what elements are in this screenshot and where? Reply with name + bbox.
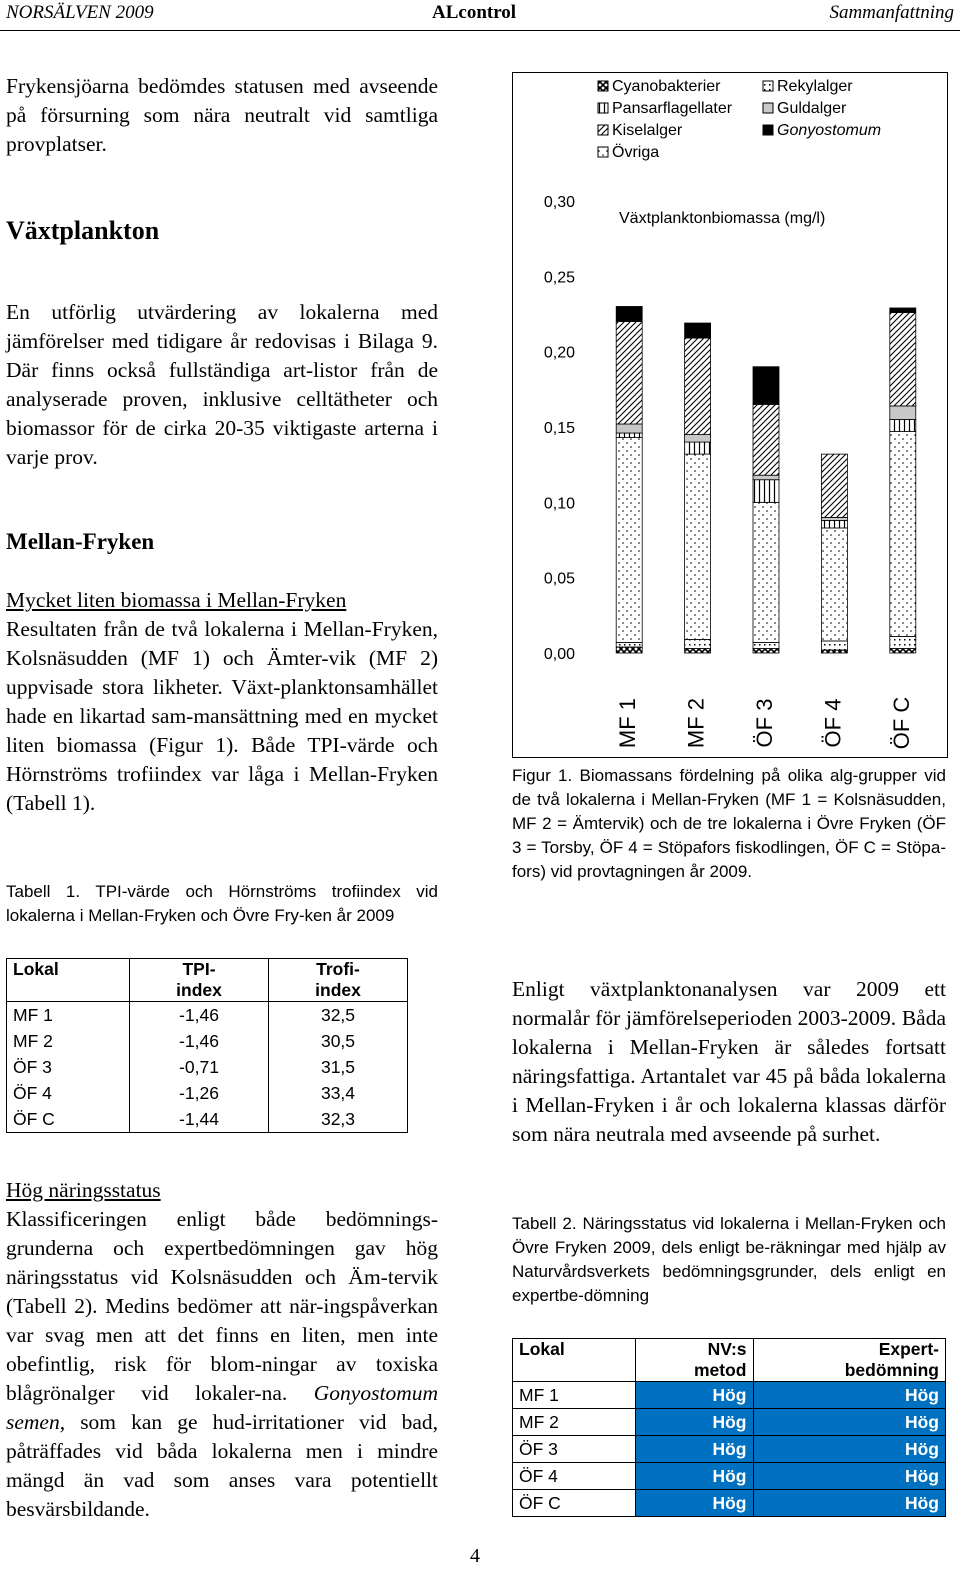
table-row [7, 1054, 408, 1080]
t1-cell-tpi: -0,71 [130, 1054, 269, 1080]
table1 [6, 958, 408, 1133]
subheading-mellan: Mycket liten biomassa i Mellan-Fryken [6, 588, 347, 612]
table-row [513, 1409, 946, 1436]
bar-segment [890, 406, 916, 420]
y-tick-label: 0,15 [543, 420, 575, 437]
bar-segment [890, 636, 916, 648]
legend-swatch [763, 81, 773, 91]
bar-segment [821, 520, 847, 528]
bar-segment [821, 528, 847, 641]
page-number: 4 [470, 1545, 480, 1567]
bar-segment [753, 367, 779, 405]
legend-label: Kiselalger [612, 122, 683, 139]
t2-cell-nv: Hög [636, 1436, 754, 1463]
t2-header-nv: NV:s metod [636, 1339, 754, 1382]
table-row [7, 1080, 408, 1106]
bar-segment [616, 322, 642, 424]
t1-cell-lokal: ÖF C [7, 1106, 130, 1133]
figure1-chart [512, 72, 948, 758]
subheading-hog: Hög näringsstatus [6, 1178, 161, 1202]
bar-segment [685, 454, 711, 639]
t1-cell-lokal: MF 2 [7, 1028, 130, 1054]
bar-segment [616, 642, 642, 647]
legend-label: Cyanobakterier [612, 78, 721, 95]
legend-swatch [598, 147, 608, 157]
t2-cell-nv: Hög [636, 1463, 754, 1490]
header-center: ALcontrol [432, 2, 517, 23]
t1-cell-tpi: -1,46 [130, 1028, 269, 1054]
t1-header-tpi: TPI- index [130, 959, 269, 1002]
t1-cell-lokal: ÖF 4 [7, 1080, 130, 1106]
t2-cell-nv: Hög [636, 1490, 754, 1517]
legend-label: Rekylalger [777, 78, 853, 95]
bar-segment [616, 424, 642, 433]
t2-cell-nv: Hög [636, 1382, 754, 1409]
t1-cell-trofi: 30,5 [320, 1030, 356, 1051]
bar-segment [616, 647, 642, 653]
bar-segment [616, 433, 642, 438]
legend-label: Guldalger [777, 100, 847, 117]
legend-swatch [598, 81, 608, 91]
t2-cell-lokal: ÖF 4 [513, 1463, 636, 1490]
y-tick-label: 0,10 [543, 495, 575, 513]
t2-cell-expert: Hög [753, 1463, 946, 1490]
legend-swatch [763, 125, 773, 135]
bar-segment [685, 323, 711, 338]
t1-cell-trofi: 32,3 [320, 1108, 356, 1129]
bar-segment [616, 438, 642, 643]
legend-swatch [763, 103, 773, 113]
figure1-caption: Figur 1. Biomassans fördelning på olika alg-grupper vid de två lokalerna i Mellan-Fryken (MF 1 = Kolsnäsudden, MF 2 = Ämtervik) och de tre lokalerna i Övre Fryken (ÖF 3 = Torsby, ÖF 4 = Stöpafors fiskodlingen, ÖF C = Stöpa-fors) vid provtagningen år 2009. [512, 766, 946, 881]
table-row [7, 1028, 408, 1054]
t2-cell-expert: Hög [753, 1409, 946, 1436]
table2-caption: Tabell 2. Näringsstatus vid lokalerna i Mellan-Fryken och Övre Fryken 2009, dels enligt be-räkningar med hjälp av Naturvårdsverkets bedömningsgrunder, dels enligt en expertbe-dömning [512, 1214, 946, 1305]
bar-segment [821, 454, 847, 517]
hog-paragraph [6, 1205, 438, 1524]
table-row [7, 1106, 408, 1133]
x-tick-label: MF 2 [683, 697, 709, 749]
bar-segment [685, 338, 711, 434]
x-tick-label: ÖF 3 [752, 698, 777, 748]
t2-cell-expert: Hög [753, 1490, 946, 1517]
legend-label: Övriga [612, 144, 660, 161]
t2-cell-lokal: MF 2 [513, 1409, 636, 1436]
heading-mellan-fryken: Mellan-Fryken [6, 529, 155, 554]
y-tick-label: 0,20 [543, 344, 575, 362]
table-row [513, 1463, 946, 1490]
chart-title: Växtplanktonbiomassa (mg/l) [619, 210, 826, 227]
table2 [512, 1338, 946, 1517]
t2-cell-expert: Hög [753, 1382, 946, 1409]
bar-segment [753, 475, 779, 480]
mellan-paragraph: Resultaten från de två lokalerna i Mellan-Fryken, Kolsnäsudden (MF 1) och Ämter-vik (MF 2) uppvisade stora likheter. Växt-planktonsamhället hade en likartad sam-mansättning med en mycket liten biomassa (Figur 1). Både TPI-värde och Hörnströms trofiindex var låga i Mellan-Fryken (Tabell 1). [6, 617, 438, 815]
bar-segment [753, 648, 779, 653]
t1-cell-tpi: -1,26 [130, 1080, 269, 1106]
right-paragraph: Enligt växtplanktonanalysen var 2009 ett normalår för jämförelseperioden 2003-2009. Båda lokalerna i Mellan-Fryken är således fortsatt näringsfattiga. Artantalet var 45 på båda lokalerna i Mellan-Fryken i år och lokalerna klassas därför som nära neutrala med avseende på surhet. [512, 977, 946, 1146]
bar-segment [890, 432, 916, 637]
bar-segment [821, 517, 847, 520]
bar-segment [685, 648, 711, 653]
t2-cell-lokal: ÖF 3 [513, 1436, 636, 1463]
t1-header-lokal: Lokal [7, 959, 130, 1002]
t1-cell-tpi: -1,44 [130, 1106, 269, 1133]
y-tick-label: 0,05 [543, 570, 575, 588]
heading-vaxtplankton: Växtplankton [6, 216, 160, 245]
bar-segment [821, 641, 847, 650]
vaxtplankton-paragraph: En utförlig utvärdering av lokalerna med jämförelser med tidigare år redovisas i Bilaga 9. Där finns också fullständiga art-listor från de analyserade proven, inklusive celltätheter och biomassor för de cirka 20-35 viktigaste arterna i varje prov. [6, 300, 438, 469]
t1-header-trofi: Trofi- index [315, 959, 361, 1000]
hog-text-1: Klassificeringen enligt både bedömnings-grunderna och expertbedömningen gav hög näringsstatus vid Kolsnäsudden och Äm-tervik (Tabell 2). Medins bedömer att när-ingspåverkan var svag men att det finns en liten, men inte obefintlig, risk för blom-ningar av toxiska blågrönalger vid lokaler-na. [6, 1207, 438, 1405]
x-tick-label: ÖF C [888, 696, 914, 750]
t2-header-expert: Expert- bedömning [753, 1339, 946, 1382]
t1-cell-trofi: 32,5 [320, 1004, 356, 1025]
table-row [513, 1490, 946, 1517]
header-left: NORSÄLVEN 2009 [6, 2, 154, 23]
t1-cell-trofi: 31,5 [320, 1056, 356, 1077]
t1-cell-lokal: ÖF 3 [7, 1054, 130, 1080]
bar-segment [616, 306, 642, 321]
t2-cell-expert: Hög [753, 1436, 946, 1463]
hog-text-2: som kan ge hud-irritationer vid bad, påträffades vid båda lokalerna men i mindre mängd än vad som anses vara potentiellt besvärsbildande. [6, 1410, 438, 1521]
bar-segment [890, 308, 916, 313]
bar-segment [685, 435, 711, 443]
bar-segment [753, 642, 779, 648]
header-right: Sammanfattning [829, 2, 954, 23]
t2-header-lokal: Lokal [513, 1339, 636, 1382]
hog-italic: Gonyostomum semen, [6, 1381, 438, 1434]
bar-segment [821, 650, 847, 653]
y-tick-label: 0,00 [543, 646, 575, 663]
legend-label: Gonyostomum [777, 122, 882, 139]
bar-segment [685, 639, 711, 648]
legend-swatch [598, 103, 608, 113]
chart-svg [513, 73, 947, 757]
bar-segment [890, 419, 916, 431]
bar-segment [890, 648, 916, 653]
t1-cell-lokal: MF 1 [7, 1002, 130, 1029]
y-tick-label: 0,25 [543, 269, 575, 287]
bar-segment [753, 480, 779, 503]
bar-segment [685, 442, 711, 454]
y-tick-label: 0,30 [543, 194, 575, 211]
bar-segment [890, 312, 916, 405]
table-row [7, 1002, 408, 1029]
x-tick-label: MF 1 [615, 697, 641, 749]
intro-paragraph: Frykensjöarna bedömdes statusen med avseende på försurning som nära neutralt vid samtliga provplatser. [6, 74, 438, 156]
t2-cell-nv: Hög [636, 1409, 754, 1436]
page-header [0, 0, 960, 31]
legend-label: Pansarflagellater [612, 100, 733, 117]
table-row [513, 1436, 946, 1463]
bar-segment [753, 502, 779, 642]
t1-cell-trofi: 33,4 [320, 1082, 356, 1103]
t2-cell-lokal: ÖF C [513, 1490, 636, 1517]
x-tick-label: ÖF 4 [820, 698, 846, 748]
table1-caption: Tabell 1. TPI-värde och Hörnströms trofiindex vid lokalerna i Mellan-Fryken och Övre Fry-ken år 2009 [6, 882, 438, 925]
t1-cell-tpi: -1,46 [130, 1002, 269, 1029]
legend-swatch [598, 125, 608, 135]
table-row [513, 1382, 946, 1409]
bar-segment [753, 404, 779, 475]
t2-cell-lokal: MF 1 [513, 1382, 636, 1409]
